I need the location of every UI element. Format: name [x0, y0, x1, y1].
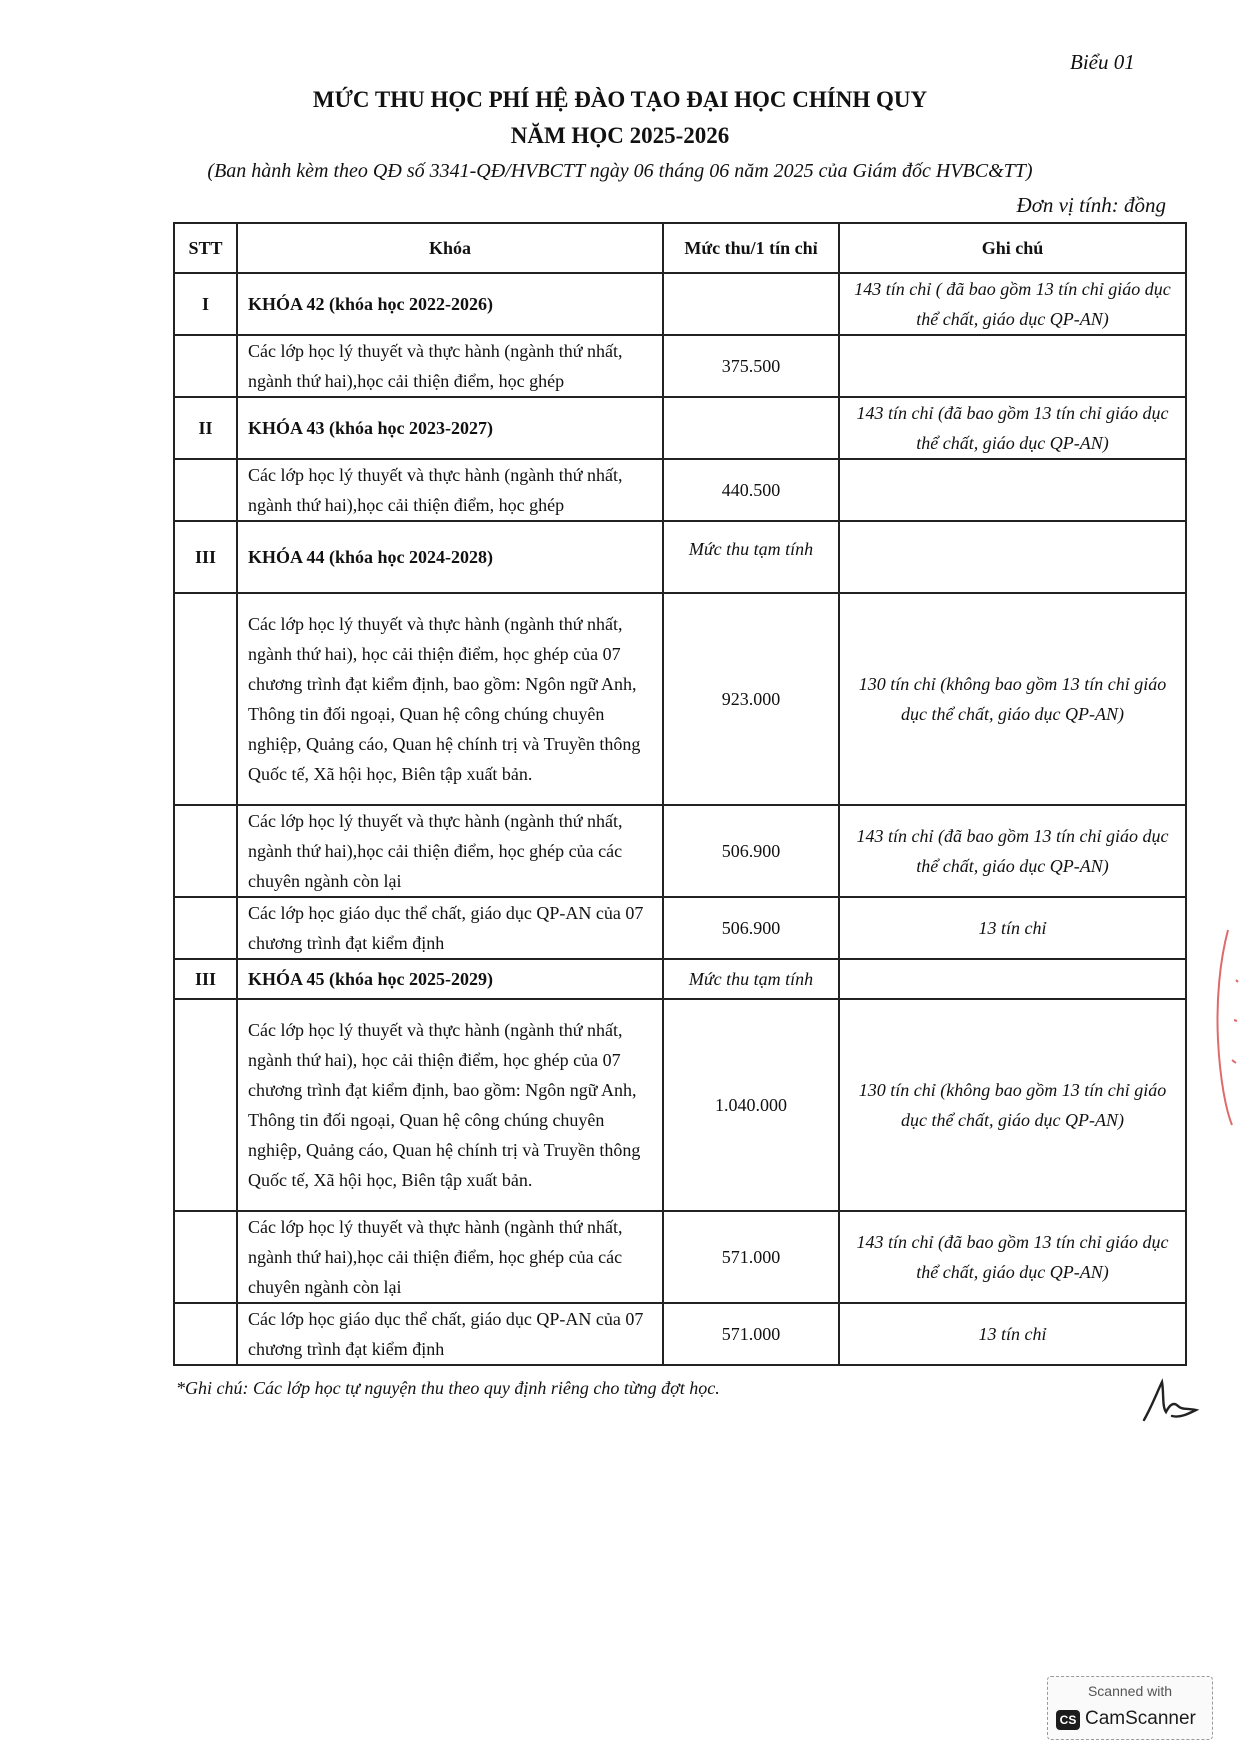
cell-stt	[174, 805, 237, 897]
table-row	[174, 521, 1186, 593]
cell-khoa: Các lớp học giáo dục thể chất, giáo dục QP-AN của 07 chương trình đạt kiểm định	[237, 897, 663, 959]
cell-note: 143 tín chỉ (đã bao gồm 13 tín chỉ giáo dục thể chất, giáo dục QP-AN)	[839, 1211, 1186, 1303]
cell-khoa: Các lớp học lý thuyết và thực hành (ngành thứ nhất, ngành thứ hai),học cải thiện điểm, học ghép của các chuyên ngành còn lại	[237, 1211, 663, 1303]
document-year: NĂM HỌC 2025-2026	[510, 123, 730, 148]
table-row	[174, 805, 1186, 897]
cell-stt	[174, 1303, 237, 1365]
table-row	[174, 335, 1186, 397]
document-title: MỨC THU HỌC PHÍ HỆ ĐÀO TẠO ĐẠI HỌC CHÍNH QUY	[312, 87, 928, 112]
table-row	[174, 1211, 1186, 1303]
table-row	[174, 959, 1186, 999]
cell-stt	[174, 459, 237, 521]
cell-fee: 506.900	[663, 897, 839, 959]
cell-khoa: Các lớp học lý thuyết và thực hành (ngành thứ nhất, ngành thứ hai), học cải thiện điểm, học ghép của 07 chương trình đạt kiểm định, bao gồm: Ngôn ngữ Anh, Thông tin đối ngoại, Quan hệ công chúng chuyên nghiệp, Quảng cáo, Quan hệ chính trị và Truyền thông Quốc tế, Xã hội học, Biên tập xuất bản.	[237, 999, 663, 1211]
footnote: *Ghi chú: Các lớp học tự nguyện thu theo quy định riêng cho từng đợt học.	[176, 1378, 720, 1398]
cell-note	[839, 335, 1186, 397]
fee-table	[173, 222, 1187, 1366]
cell-note	[839, 459, 1186, 521]
cell-stt	[174, 593, 237, 805]
cell-stt: I	[174, 273, 237, 335]
table-header-row	[174, 223, 1186, 273]
column-header-khoa: Khóa	[237, 223, 663, 273]
cell-note: 130 tín chỉ (không bao gồm 13 tín chỉ giáo dục thể chất, giáo dục QP-AN)	[839, 999, 1186, 1211]
cell-stt	[174, 1211, 237, 1303]
form-label: Biểu 01	[1070, 50, 1135, 74]
cell-khoa: KHÓA 45 (khóa học 2025-2029)	[237, 959, 663, 999]
cell-stt: III	[174, 521, 237, 593]
table-row	[174, 999, 1186, 1211]
camscanner-logo-icon: CS	[1056, 1710, 1080, 1730]
cell-khoa: Các lớp học lý thuyết và thực hành (ngành thứ nhất, ngành thứ hai),học cải thiện điểm, học ghép của các chuyên ngành còn lại	[237, 805, 663, 897]
cell-khoa: Các lớp học lý thuyết và thực hành (ngành thứ nhất, ngành thứ hai), học cải thiện điểm, học ghép của 07 chương trình đạt kiểm định, bao gồm: Ngôn ngữ Anh, Thông tin đối ngoại, Quan hệ công chúng chuyên nghiệp, Quảng cáo, Quan hệ chính trị và Truyền thông Quốc tế, Xã hội học, Biên tập xuất bản.	[237, 593, 663, 805]
cell-note: 130 tín chỉ (không bao gồm 13 tín chỉ giáo dục thể chất, giáo dục QP-AN)	[839, 593, 1186, 805]
cell-note	[839, 521, 1186, 593]
table-row	[174, 593, 1186, 805]
cell-note	[839, 959, 1186, 999]
cell-khoa: Các lớp học lý thuyết và thực hành (ngành thứ nhất, ngành thứ hai),học cải thiện điểm, học ghép	[237, 335, 663, 397]
red-stamp-edge	[1198, 920, 1240, 1130]
cell-fee: 506.900	[663, 805, 839, 897]
cell-khoa: Các lớp học lý thuyết và thực hành (ngành thứ nhất, ngành thứ hai),học cải thiện điểm, học ghép	[237, 459, 663, 521]
currency-unit: Đơn vị tính: đồng	[1016, 193, 1166, 217]
cell-note: 13 tín chỉ	[839, 897, 1186, 959]
scanned-with-label: Scanned with	[1087, 1683, 1173, 1699]
camscanner-brand: CamScanner	[1085, 1708, 1196, 1729]
table-row	[174, 397, 1186, 459]
column-header-fee: Mức thu/1 tín chỉ	[663, 223, 839, 273]
cell-stt	[174, 897, 237, 959]
cell-note: 143 tín chỉ ( đã bao gồm 13 tín chỉ giáo dục thể chất, giáo dục QP-AN)	[839, 273, 1186, 335]
table-row	[174, 897, 1186, 959]
cell-note: 13 tín chỉ	[839, 1303, 1186, 1365]
cell-stt: III	[174, 959, 237, 999]
column-header-note: Ghi chú	[839, 223, 1186, 273]
cell-stt	[174, 999, 237, 1211]
cell-stt: II	[174, 397, 237, 459]
cell-fee: 571.000	[663, 1211, 839, 1303]
cell-fee: 1.040.000	[663, 999, 839, 1211]
signature-mark	[1138, 1376, 1208, 1426]
table-row	[174, 1303, 1186, 1365]
cell-khoa: KHÓA 43 (khóa học 2023-2027)	[237, 397, 663, 459]
table-row	[174, 273, 1186, 335]
cell-fee	[663, 397, 839, 459]
cell-khoa: Các lớp học giáo dục thể chất, giáo dục QP-AN của 07 chương trình đạt kiểm định	[237, 1303, 663, 1365]
cell-fee	[663, 273, 839, 335]
table-row	[174, 459, 1186, 521]
cell-note: 143 tín chỉ (đã bao gồm 13 tín chỉ giáo dục thể chất, giáo dục QP-AN)	[839, 805, 1186, 897]
camscanner-watermark	[1047, 1676, 1213, 1740]
cell-note: 143 tín chỉ (đã bao gồm 13 tín chỉ giáo dục thể chất, giáo dục QP-AN)	[839, 397, 1186, 459]
cell-fee: 440.500	[663, 459, 839, 521]
cell-stt	[174, 335, 237, 397]
cell-fee: 375.500	[663, 335, 839, 397]
column-header-stt: STT	[174, 223, 237, 273]
cell-fee: 571.000	[663, 1303, 839, 1365]
cell-khoa: KHÓA 44 (khóa học 2024-2028)	[237, 521, 663, 593]
cell-fee: Mức thu tạm tính	[663, 521, 839, 593]
cell-fee: Mức thu tạm tính	[663, 959, 839, 999]
cell-fee: 923.000	[663, 593, 839, 805]
cell-khoa: KHÓA 42 (khóa học 2022-2026)	[237, 273, 663, 335]
document-subtitle: (Ban hành kèm theo QĐ số 3341-QĐ/HVBCTT ngày 06 tháng 06 năm 2025 của Giám đốc HVBC&TT)	[207, 160, 1033, 182]
